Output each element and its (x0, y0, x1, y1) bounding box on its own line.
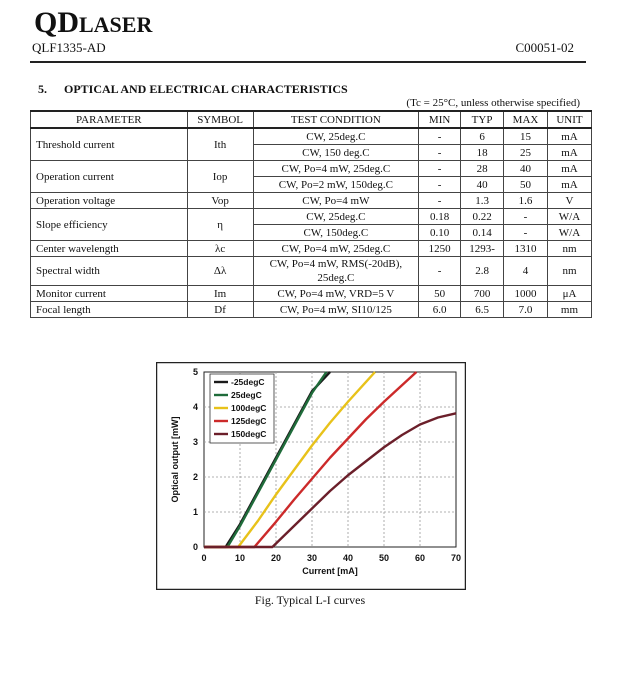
min-cell: - (419, 177, 461, 193)
table-body (31, 128, 592, 318)
cond-cell: CW, 150 deg.C (253, 145, 419, 161)
table-header-row (31, 111, 592, 128)
column-header: MAX (504, 111, 548, 128)
min-cell: - (419, 257, 461, 286)
logo-qd: QD (34, 6, 79, 39)
cond-cell: CW, Po=4 mW, SI10/125 (253, 302, 419, 318)
unit-cell: mA (547, 145, 591, 161)
min-cell: 0.18 (419, 209, 461, 225)
column-header: SYMBOL (187, 111, 253, 128)
symbol-cell: Df (187, 302, 253, 318)
min-cell: - (419, 193, 461, 209)
y-tick-label: 2 (192, 472, 198, 482)
y-axis-label: Optical output [mW] (170, 416, 180, 503)
cond-cell: CW, Po=4 mW, VRD=5 V (253, 286, 419, 302)
table-row (31, 257, 592, 286)
section-title (38, 82, 348, 97)
legend-label: 25degC (231, 390, 262, 400)
table-row (31, 302, 592, 318)
max-cell: 40 (504, 161, 548, 177)
max-cell: 15 (504, 128, 548, 145)
max-cell: 1000 (504, 286, 548, 302)
section-number: 5. (38, 82, 47, 96)
legend-label: -25degC (231, 377, 265, 387)
typ-cell: 28 (461, 161, 504, 177)
y-tick-label: 0 (192, 542, 198, 552)
parameter-cell: Operation current (31, 161, 188, 193)
min-cell: - (419, 161, 461, 177)
typ-cell: 1.3 (461, 193, 504, 209)
typ-cell: 6.5 (461, 302, 504, 318)
document-number: C00051-02 (515, 40, 574, 55)
max-cell: - (504, 209, 548, 225)
parameter-cell: Center wavelength (31, 241, 188, 257)
symbol-cell: Iop (187, 161, 253, 193)
unit-cell: nm (547, 257, 591, 286)
cond-cell: CW, 150deg.C (253, 225, 419, 241)
section-heading: OPTICAL AND ELECTRICAL CHARACTERISTICS (64, 82, 348, 96)
cond-cell: CW, 25deg.C (253, 128, 419, 145)
max-cell: 50 (504, 177, 548, 193)
min-cell: - (419, 145, 461, 161)
column-header: UNIT (547, 111, 591, 128)
table-row (31, 193, 592, 209)
typ-cell: 0.14 (461, 225, 504, 241)
unit-cell: mA (547, 161, 591, 177)
typ-cell: 18 (461, 145, 504, 161)
parameter-cell: Threshold current (31, 128, 188, 161)
cond-cell: CW, Po=4 mW, 25deg.C (253, 161, 419, 177)
table-row (31, 241, 592, 257)
unit-cell: W/A (547, 209, 591, 225)
legend-label: 150degC (231, 429, 267, 439)
li-curve-chart (156, 362, 466, 590)
parameter-cell: Operation voltage (31, 193, 188, 209)
legend-label: 100degC (231, 403, 267, 413)
cond-cell: CW, Po=4 mW (253, 193, 419, 209)
symbol-cell: λc (187, 241, 253, 257)
max-cell: 7.0 (504, 302, 548, 318)
table-row (31, 286, 592, 302)
parameter-cell: Slope efficiency (31, 209, 188, 241)
parameter-cell: Focal length (31, 302, 188, 318)
parameter-cell: Spectral width (31, 257, 188, 286)
typ-cell: 0.22 (461, 209, 504, 225)
parameter-cell: Monitor current (31, 286, 188, 302)
typ-cell: 2.8 (461, 257, 504, 286)
table-row (31, 161, 592, 177)
logo-laser: LASER (79, 12, 153, 37)
characteristics-table (30, 110, 592, 318)
company-logo (34, 6, 152, 40)
typ-cell: 700 (461, 286, 504, 302)
column-header: TEST CONDITION (253, 111, 419, 128)
x-axis-label: Current [mA] (302, 566, 358, 576)
min-cell: 50 (419, 286, 461, 302)
table-row (31, 209, 592, 225)
legend-label: 125degC (231, 416, 267, 426)
symbol-cell: Im (187, 286, 253, 302)
unit-cell: mA (547, 177, 591, 193)
x-tick-label: 70 (450, 553, 462, 563)
unit-cell: nm (547, 241, 591, 257)
symbol-cell: Ith (187, 128, 253, 161)
cond-cell: CW, Po=2 mW, 150deg.C (253, 177, 419, 193)
cond-cell: CW, 25deg.C (253, 209, 419, 225)
x-tick-label: 40 (342, 553, 354, 563)
typ-cell: 40 (461, 177, 504, 193)
x-tick-label: 50 (378, 553, 390, 563)
cond-cell: CW, Po=4 mW, 25deg.C (253, 241, 419, 257)
unit-cell: mA (547, 128, 591, 145)
y-tick-label: 1 (192, 507, 198, 517)
figure-caption: Fig. Typical L-I curves (254, 593, 366, 607)
unit-cell: mm (547, 302, 591, 318)
max-cell: 25 (504, 145, 548, 161)
x-tick-label: 60 (414, 553, 426, 563)
min-cell: 6.0 (419, 302, 461, 318)
y-tick-label: 3 (192, 437, 198, 447)
cond-cell: CW, Po=4 mW, RMS(-20dB), 25deg.C (253, 257, 419, 286)
x-tick-label: 20 (270, 553, 282, 563)
min-cell: 0.10 (419, 225, 461, 241)
max-cell: - (504, 225, 548, 241)
symbol-cell: Δλ (187, 257, 253, 286)
max-cell: 1310 (504, 241, 548, 257)
symbol-cell: Vop (187, 193, 253, 209)
max-cell: 4 (504, 257, 548, 286)
min-cell: 1250 (419, 241, 461, 257)
unit-cell: W/A (547, 225, 591, 241)
typ-cell: 6 (461, 128, 504, 145)
y-tick-label: 5 (192, 367, 198, 377)
document-id: QLF1335-AD (32, 40, 106, 55)
y-tick-label: 4 (192, 402, 198, 412)
unit-cell: V (547, 193, 591, 209)
header-divider (30, 61, 586, 63)
typ-cell: 1293- (461, 241, 504, 257)
table-row (31, 128, 592, 145)
x-tick-label: 30 (306, 553, 318, 563)
unit-cell: μA (547, 286, 591, 302)
max-cell: 1.6 (504, 193, 548, 209)
column-header: PARAMETER (31, 111, 188, 128)
x-tick-label: 10 (234, 553, 246, 563)
min-cell: - (419, 128, 461, 145)
column-header: TYP (461, 111, 504, 128)
x-tick-label: 0 (201, 553, 207, 563)
column-header: MIN (419, 111, 461, 128)
measurement-condition: (Tc = 25°C, unless otherwise specified) (406, 97, 580, 109)
symbol-cell: η (187, 209, 253, 241)
